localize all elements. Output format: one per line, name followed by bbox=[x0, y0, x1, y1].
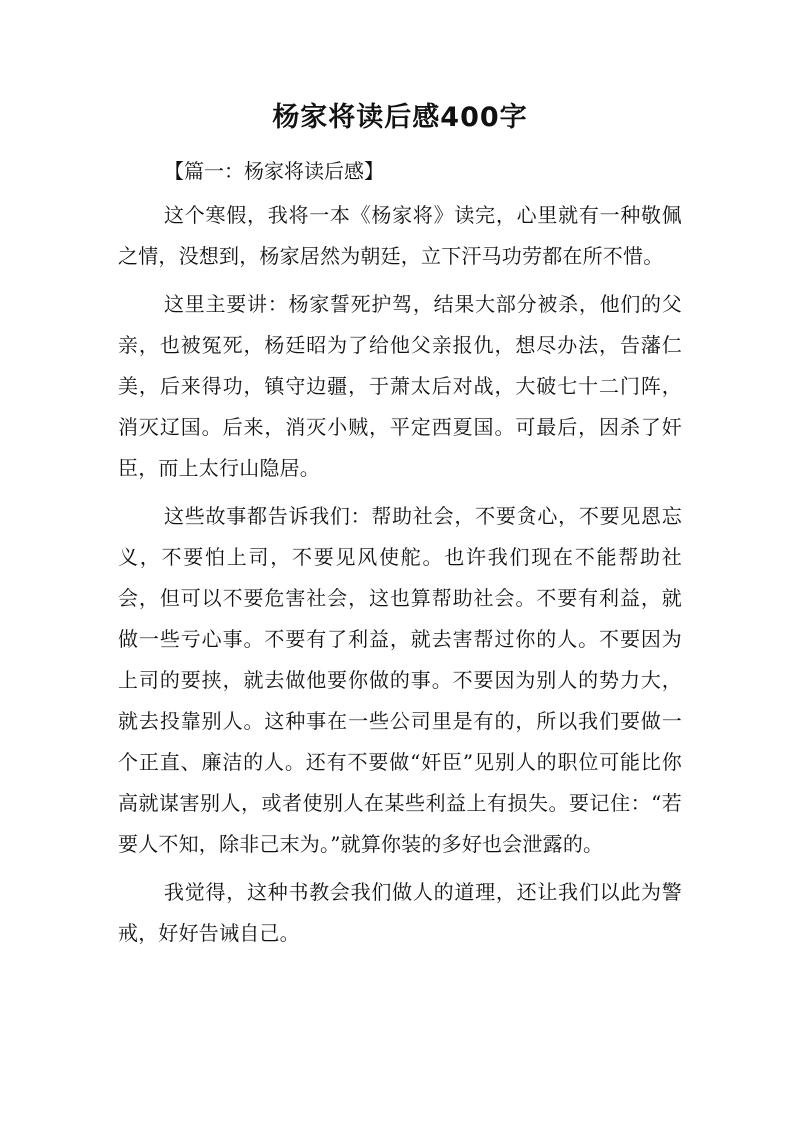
paragraph-3: 这些故事都告诉我们：帮助社会，不要贪心，不要见恩忘义，不要怕上司，不要见风使舵。也许我们现在不能帮助社会，但可以不要危害社会，这也算帮助社会。不要有利益，就做一些亏心事。不要有了利益，就去害帮过你的人。不要因为上司的要挟，就去做他要你做的事。不要因为别人的势力大，就去投靠别人。这种事在一些公司里是有的，所以我们要做一个正直、廉洁的人。还有不要做“奸臣”见别人的职位可能比你高就谋害别人，或者使别人在某些利益上有损失。要记住：“若要人不知，除非己末为。”就算你装的多好也会泄露的。 bbox=[118, 504, 682, 856]
document-title: 杨家将读后感400字 bbox=[272, 102, 528, 133]
section-heading: 【篇一：杨家将读后感】 bbox=[164, 159, 384, 183]
paragraph-2: 这里主要讲：杨家誓死护驾，结果大部分被杀，他们的父亲，也被冤死，杨廷昭为了给他父亲报仇，想尽办法，告藩仁美，后来得功，镇守边疆，于萧太后对战，大破七十二门阵，消灭辽国。后来，消灭小贼，平定西夏国。可最后，因杀了奸臣，而上太行山隐居。 bbox=[118, 292, 682, 480]
paragraph-1: 这个寒假，我将一本《杨家将》读完，心里就有一种敬佩之情，没想到，杨家居然为朝廷，立下汗马功劳都在所不惜。 bbox=[118, 203, 682, 268]
paragraph-4: 我觉得，这种书教会我们做人的道理，还让我们以此为警戒，好好告诫自己。 bbox=[118, 880, 682, 945]
